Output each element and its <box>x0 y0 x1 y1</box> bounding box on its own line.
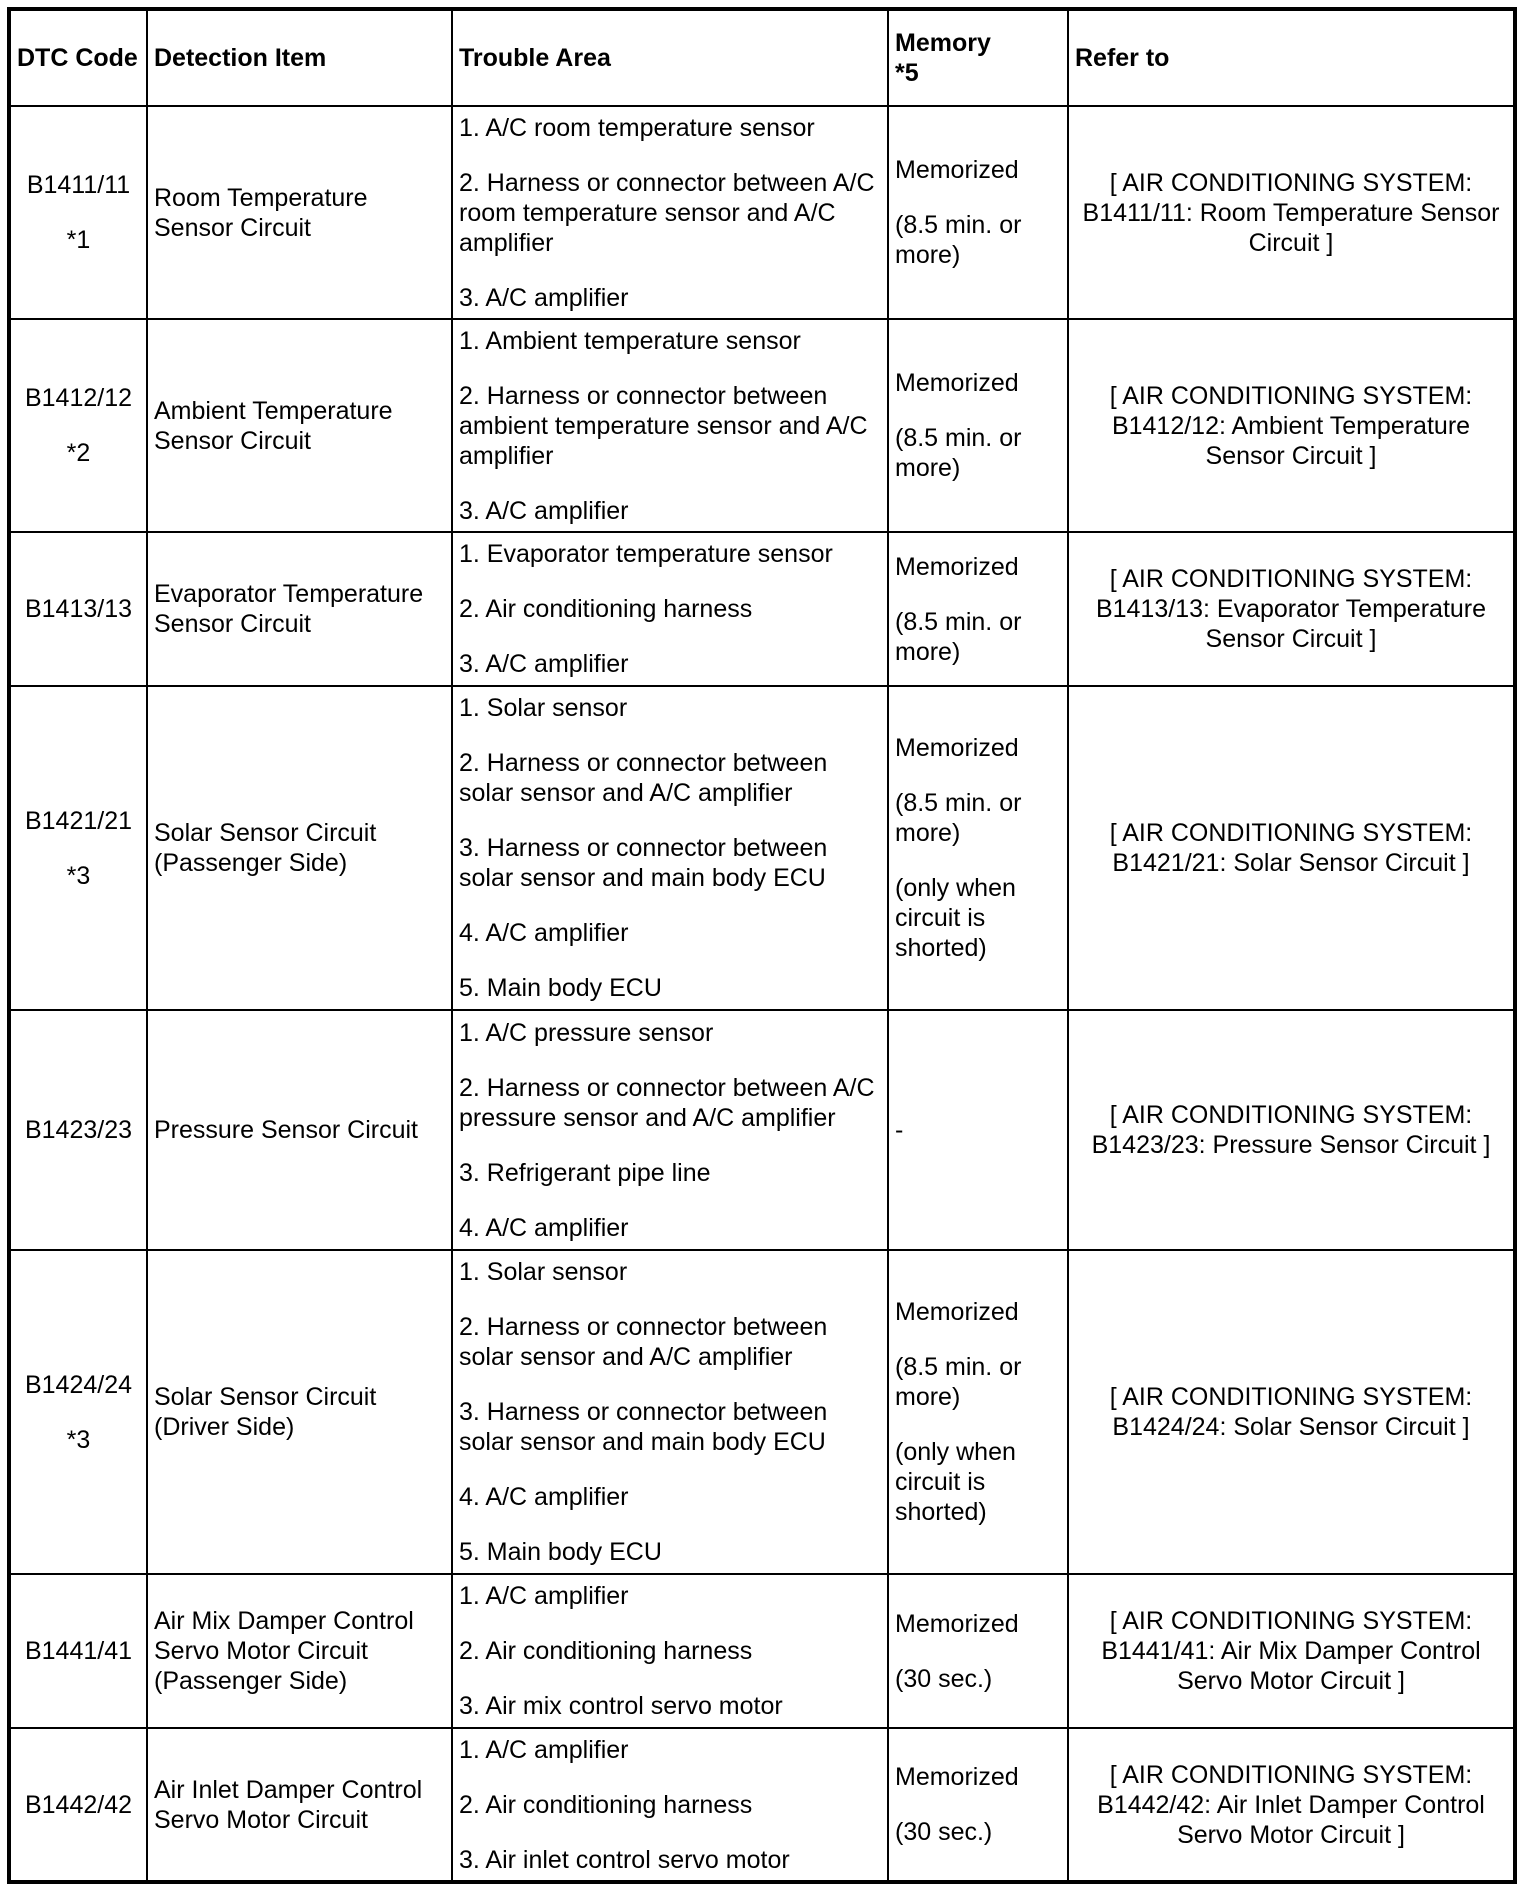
table-row <box>9 319 1515 532</box>
dtc-code-note: *3 <box>66 1425 91 1454</box>
trouble-area-cell <box>452 686 888 1010</box>
dtc-code: B1424/24 <box>24 1370 133 1399</box>
header-memory-note: *5 <box>895 59 919 87</box>
dtc-code: B1413/13 <box>24 595 133 623</box>
dtc-code: B1423/23 <box>24 1116 133 1144</box>
memory-cell <box>888 1574 1068 1728</box>
memory-cell <box>888 106 1068 319</box>
table-row <box>9 532 1515 686</box>
trouble-area-cell <box>452 1010 888 1250</box>
table-row <box>9 686 1515 1010</box>
trouble-area-item: 5. Main body ECU <box>459 1538 662 1566</box>
memory-cell <box>888 1728 1068 1882</box>
refer-to-link[interactable]: [ AIR CONDITIONING SYSTEM: B1423/23: Pressure Sensor Circuit ] <box>1068 1010 1515 1250</box>
trouble-area-item: 4. A/C amplifier <box>459 1483 629 1511</box>
trouble-area-item: 1. A/C pressure sensor <box>459 1018 714 1047</box>
detection-item-cell: Ambient Temperature Sensor Circuit <box>147 319 452 532</box>
trouble-area-item: 2. Harness or connector between ambient temperature sensor and A/C amplifier <box>459 381 868 470</box>
trouble-area-item: 3. A/C amplifier <box>459 283 629 312</box>
memory-text: (30 sec.) <box>895 1818 993 1846</box>
header-dtc-code: DTC Code <box>9 9 147 106</box>
memory-text: - <box>895 1116 904 1144</box>
refer-to-link[interactable]: [ AIR CONDITIONING SYSTEM: B1413/13: Evaporator Temperature Sensor Circuit ] <box>1068 532 1515 686</box>
memory-text: (8.5 min. or more) <box>895 424 1022 482</box>
dtc-code: B1421/21 <box>24 806 133 835</box>
header-detection-item: Detection Item <box>147 9 452 106</box>
detection-item-cell: Evaporator Temperature Sensor Circuit <box>147 532 452 686</box>
trouble-area-item: 1. Evaporator temperature sensor <box>459 540 833 568</box>
refer-to-link[interactable]: [ AIR CONDITIONING SYSTEM: B1442/42: Air Inlet Damper Control Servo Motor Circuit ] <box>1068 1728 1515 1882</box>
dtc-code-cell <box>9 686 147 1010</box>
memory-text: (8.5 min. or more) <box>895 607 1022 666</box>
trouble-area-item: 3. A/C amplifier <box>459 496 629 525</box>
trouble-area-cell <box>452 532 888 686</box>
memory-text: Memorized <box>895 1609 1019 1638</box>
detection-item-cell: Solar Sensor Circuit (Passenger Side) <box>147 686 452 1010</box>
memory-text: (only when circuit is shorted) <box>895 874 1016 962</box>
dtc-code-cell <box>9 1250 147 1574</box>
dtc-code: B1441/41 <box>24 1637 133 1665</box>
memory-text: (30 sec.) <box>895 1664 993 1693</box>
trouble-area-item: 3. Harness or connector between solar sensor and main body ECU <box>459 834 828 892</box>
memory-text: (8.5 min. or more) <box>895 211 1022 269</box>
memory-text: (8.5 min. or more) <box>895 789 1022 847</box>
table-row <box>9 1574 1515 1728</box>
detection-item-cell: Solar Sensor Circuit (Driver Side) <box>147 1250 452 1574</box>
trouble-area-item: 2. Harness or connector between solar sensor and A/C amplifier <box>459 749 828 807</box>
trouble-area-item: 1. A/C amplifier <box>459 1582 629 1610</box>
memory-cell <box>888 319 1068 532</box>
detection-item-cell: Pressure Sensor Circuit <box>147 1010 452 1250</box>
trouble-area-item: 1. Solar sensor <box>459 1258 628 1286</box>
memory-text: Memorized <box>895 1298 1019 1326</box>
trouble-area-item: 1. Ambient temperature sensor <box>459 326 801 355</box>
trouble-area-item: 3. Air inlet control servo motor <box>459 1845 790 1874</box>
trouble-area-item: 3. A/C amplifier <box>459 650 629 678</box>
dtc-code: B1411/11 <box>26 171 131 199</box>
trouble-area-item: 2. Air conditioning harness <box>459 1790 753 1819</box>
refer-to-link[interactable]: [ AIR CONDITIONING SYSTEM: B1411/11: Room Temperature Sensor Circuit ] <box>1068 106 1515 319</box>
memory-text: Memorized <box>895 552 1019 581</box>
trouble-area-cell <box>452 1574 888 1728</box>
refer-to-link[interactable]: [ AIR CONDITIONING SYSTEM: B1412/12: Ambient Temperature Sensor Circuit ] <box>1068 319 1515 532</box>
header-trouble-area: Trouble Area <box>452 9 888 106</box>
dtc-code-cell <box>9 1010 147 1250</box>
trouble-area-item: 2. Harness or connector between A/C pressure sensor and A/C amplifier <box>459 1073 875 1132</box>
memory-text: Memorized <box>895 734 1019 762</box>
trouble-area-item: 4. A/C amplifier <box>459 1213 629 1242</box>
dtc-code-note: *1 <box>66 226 91 254</box>
memory-text: Memorized <box>895 156 1019 184</box>
refer-to-link[interactable]: [ AIR CONDITIONING SYSTEM: B1441/41: Air Mix Damper Control Servo Motor Circuit ] <box>1068 1574 1515 1728</box>
trouble-area-item: 1. A/C amplifier <box>459 1735 629 1764</box>
memory-text: (8.5 min. or more) <box>895 1353 1022 1411</box>
trouble-area-item: 1. A/C room temperature sensor <box>459 113 815 142</box>
trouble-area-cell <box>452 106 888 319</box>
memory-text: Memorized <box>895 1763 1019 1791</box>
memory-cell <box>888 1010 1068 1250</box>
memory-text: (only when circuit is shorted) <box>895 1438 1016 1526</box>
dtc-code-cell <box>9 532 147 686</box>
dtc-code-cell <box>9 1728 147 1882</box>
refer-to-link[interactable]: [ AIR CONDITIONING SYSTEM: B1421/21: Solar Sensor Circuit ] <box>1068 686 1515 1010</box>
table-row <box>9 1250 1515 1574</box>
dtc-code-cell <box>9 319 147 532</box>
trouble-area-item: 3. Refrigerant pipe line <box>459 1158 711 1187</box>
table-header-row <box>9 9 1515 106</box>
memory-cell <box>888 1250 1068 1574</box>
memory-cell <box>888 686 1068 1010</box>
dtc-code-cell <box>9 106 147 319</box>
header-memory <box>888 9 1068 106</box>
detection-item-cell: Air Mix Damper Control Servo Motor Circuit (Passenger Side) <box>147 1574 452 1728</box>
detection-item-cell: Air Inlet Damper Control Servo Motor Circuit <box>147 1728 452 1882</box>
header-refer-to: Refer to <box>1068 9 1515 106</box>
trouble-area-item: 3. Air mix control servo motor <box>459 1692 783 1720</box>
table-row <box>9 106 1515 319</box>
trouble-area-cell <box>452 1728 888 1882</box>
detection-item-cell: Room Temperature Sensor Circuit <box>147 106 452 319</box>
trouble-area-item: 1. Solar sensor <box>459 694 628 722</box>
dtc-table-sheet <box>7 7 1513 1884</box>
trouble-area-item: 2. Air conditioning harness <box>459 595 753 623</box>
trouble-area-item: 3. Harness or connector between solar sensor and main body ECU <box>459 1398 828 1456</box>
dtc-code-note: *2 <box>66 439 91 467</box>
header-memory-label: Memory <box>895 29 991 57</box>
refer-to-link[interactable]: [ AIR CONDITIONING SYSTEM: B1424/24: Solar Sensor Circuit ] <box>1068 1250 1515 1574</box>
table-row <box>9 1728 1515 1882</box>
trouble-area-item: 2. Harness or connector between solar sensor and A/C amplifier <box>459 1313 828 1371</box>
table-row <box>9 1010 1515 1250</box>
trouble-area-item: 2. Harness or connector between A/C room temperature sensor and A/C amplifier <box>459 168 875 257</box>
memory-cell <box>888 532 1068 686</box>
dtc-table <box>7 7 1517 1884</box>
memory-text: Memorized <box>895 369 1019 397</box>
dtc-code: B1442/42 <box>24 1790 133 1819</box>
trouble-area-item: 2. Air conditioning harness <box>459 1637 753 1665</box>
trouble-area-item: 4. A/C amplifier <box>459 919 629 947</box>
dtc-code-cell <box>9 1574 147 1728</box>
trouble-area-item: 5. Main body ECU <box>459 974 662 1002</box>
trouble-area-cell <box>452 319 888 532</box>
dtc-code: B1412/12 <box>24 384 133 412</box>
trouble-area-cell <box>452 1250 888 1574</box>
dtc-code-note: *3 <box>66 861 91 890</box>
